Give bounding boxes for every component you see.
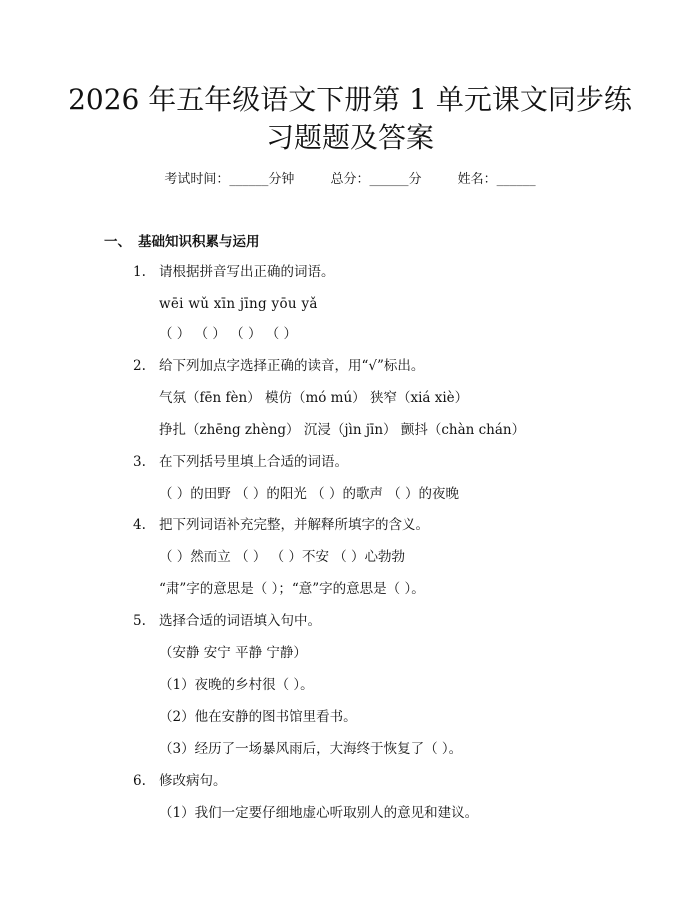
exam-name-field: 姓名：______ [457,172,536,187]
page-title-line-2: 习题题及答案 [265,121,434,154]
question-number: 1. [133,264,146,280]
question-text: 把下列词语补充完整，并解释所填字的含义。 [159,517,429,533]
question-6 [133,772,227,790]
answer-blanks-line: （ ） （ ） （ ） （ ） [159,326,298,342]
question-text: 修改病句。 [159,773,227,789]
question-4 [133,516,429,534]
section-heading [104,230,260,250]
question-text: 给下列加点字选择正确的读音，用“√”标出。 [159,358,425,374]
question-number: 3. [133,454,146,470]
question-text: 选择合适的词语填入句中。 [159,613,321,629]
sentence-2-line: （2）他在安静的图书馆里看书。 [159,709,357,725]
pinyin-line: wēi wǔ xīn jīng yōu yǎ [159,296,318,312]
exam-time-field: 考试时间：______分钟 [164,172,295,187]
question-5 [133,612,321,630]
fill-in-line: （ ）的田野 （ ）的阳光 （ ）的歌声 （ ）的夜晚 [159,486,460,502]
question-number: 2. [133,358,146,374]
word-choices-line: （安静 安宁 平静 宁静） [159,645,307,661]
exam-info [0,168,700,187]
section-number: 一、 [104,234,131,250]
sentence-1-line: （1）夜晚的乡村很（ ）。 [159,677,314,693]
reading-options-line-2: 挣扎（zhēng zhèng） 沉浸（jìn jīn） 颤抖（chàn chán） [159,422,526,438]
faulty-sentence-line: （1）我们一定要仔细地虚心听取别人的意见和建议。 [159,805,479,821]
question-2 [133,357,424,375]
reading-options-line-1: 气氛（fēn fèn） 模仿（mó mú） 狭窄（xiá xiè） [159,390,469,406]
question-3 [133,453,348,471]
question-text: 在下列括号里填上合适的词语。 [159,454,348,470]
section-title: 基础知识积累与运用 [138,234,260,250]
idiom-line: （ ）然而立 （ ） （ ）不安 （ ）心勃勃 [159,549,406,565]
question-number: 6. [133,773,146,789]
question-text: 请根据拼音写出正确的词语。 [159,264,335,280]
question-1 [133,263,335,281]
question-number: 5. [133,613,146,629]
exam-score-field: 总分：______分 [330,172,422,187]
sentence-3-line: （3）经历了一场暴风雨后，大海终于恢复了（ ）。 [159,741,463,757]
question-number: 4. [133,517,146,533]
meaning-line: “肃”字的意思是（ ）；“意”字的意思是（ ）。 [159,581,425,597]
page-title-line-1: 2026 年五年级语文下册第 1 单元课文同步练 [68,83,632,116]
